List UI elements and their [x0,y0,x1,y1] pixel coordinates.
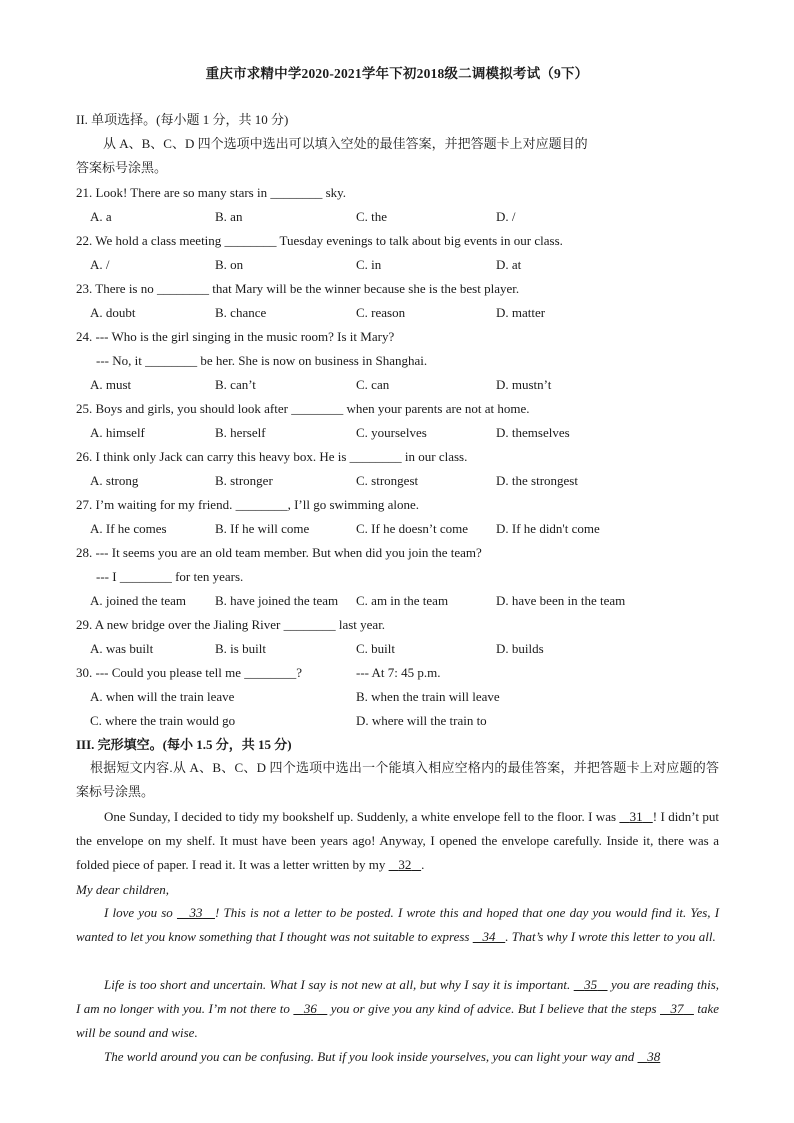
blank-number: 38 [647,1049,661,1064]
option-c: C. the [356,209,388,224]
question-stem: 24. --- Who is the girl singing in the music room? Is it Mary? [76,329,395,344]
option-a: A. himself [90,425,145,440]
question-stem: 23. There is no ________ that Mary will be the winner because she is the best player. [76,281,520,296]
option-b: B. is built [215,641,266,656]
blank-38 [638,1049,661,1064]
passage-text: Life is too short and uncertain. What I say is not new at all, but why I say it is important. [104,977,574,992]
question-stem: 30. --- Could you please tell me ________? [76,665,303,680]
option-b: B. on [215,257,244,272]
blank-number: 33 [189,905,203,920]
option-a: A. when will the train leave [90,689,235,704]
letter-salutation: My dear children, [76,882,170,897]
blank-32 [389,857,425,872]
option-a: A. doubt [90,305,136,320]
option-c: C. where the train would go [90,713,236,728]
question-stem: 21. Look! There are so many stars in ________ sky. [76,185,347,200]
option-b: B. herself [215,425,266,440]
option-a: A. If he comes [90,521,167,536]
blank-number: 34 [482,929,496,944]
passage-text: The world around you can be confusing. But if you look inside yourselves, you can light your way and [104,1049,638,1064]
passage-paragraph-2 [76,901,719,949]
question-stem: 28. --- It seems you are an old team member. But when did you join the team? [76,545,482,560]
passage-paragraph-1 [76,805,719,877]
option-a: A. / [90,257,110,272]
option-d: D. themselves [496,425,570,440]
blank-number: 35 [584,977,598,992]
option-c: C. If he doesn’t come [356,521,469,536]
section-ii-instruction-cont: 答案标号涂黑。 [76,160,168,175]
option-d: D. mustn’t [496,377,552,392]
section-iii-instruction-line: 根据短文内容.从 A、B、C、D 四个选项中选出一个能填入相应空格内的最佳答案，并把答题卡上对应 [90,760,680,775]
blank-37 [660,1001,694,1016]
passage-text: you are reading this, I am no longer with you. I’m not there to [76,977,719,1016]
question-stem-reply: --- At 7: 45 p.m. [356,665,441,680]
blank-31 [619,809,652,824]
option-d: D. matter [496,305,546,320]
question-stem: 26. I think only Jack can carry this heavy box. He is ________ in our class. [76,449,468,464]
option-b: B. can’t [215,377,256,392]
question-stem: 27. I’m waiting for my friend. ________, I’ll go swimming alone. [76,497,420,512]
section-iii-instruction [76,756,719,804]
option-c: C. in [356,257,382,272]
question-stem-reply: --- I ________ for ten years. [96,569,244,584]
section-ii-instruction: 从 A、B、C、D 四个选项中选出可以填入空处的最佳答案，并把答题卡上对应题目的 [103,136,588,151]
blank-36 [293,1001,327,1016]
option-c: C. yourselves [356,425,427,440]
passage-paragraph-3 [76,973,719,1045]
page-title: 重庆市求精中学2020-2021学年下初2018级二调模拟考试（9下） [205,66,589,81]
blank-number: 37 [670,1001,684,1016]
option-d: D. builds [496,641,544,656]
option-d: D. / [496,209,516,224]
passage-text: One Sunday, I decided to tidy my bookshelf up. Suddenly, a white envelope fell to the floor. I was [104,809,620,824]
section-iii-instruction-cont: 题的答案标号涂黑。 [76,760,719,799]
option-d: D. where will the train to [356,713,487,728]
passage-text: I love you so [104,905,177,920]
option-c: C. can [356,377,390,392]
blank-33 [177,905,215,920]
question-stem: 25. Boys and girls, you should look after ________ when your parents are not at home. [76,401,530,416]
question-stem-reply: --- No, it ________ be her. She is now on business in Shanghai. [96,353,428,368]
option-d: D. If he didn't come [496,521,600,536]
option-b: B. when the train will leave [356,689,500,704]
passage-text: . That’s why I wrote this letter to you all. [505,929,716,944]
option-b: B. chance [215,305,267,320]
option-d: D. at [496,257,522,272]
passage-text: take will be sound and wise. [76,1001,720,1040]
passage-text: you or give you any kind of advice. But I believe that the steps [327,1001,660,1016]
blank-34 [473,929,506,944]
option-c: C. am in the team [356,593,449,608]
question-stem: 29. A new bridge over the Jialing River ________ last year. [76,617,386,632]
question-stem: 22. We hold a class meeting ________ Tuesday evenings to talk about big events in our class. [76,233,563,248]
option-c: C. strongest [356,473,419,488]
option-c: C. reason [356,305,406,320]
section-iii-heading: III. 完形填空。(每小 1.5 分，共 15 分) [76,737,292,752]
passage-text: . [421,857,425,872]
blank-number: 32 [398,857,412,872]
option-a: A. joined the team [90,593,187,608]
option-a: A. a [90,209,112,224]
option-b: B. have joined the team [215,593,339,608]
option-a: A. strong [90,473,139,488]
section-ii-heading: II. 单项选择。(每小题 1 分，共 10 分) [76,112,289,127]
option-d: D. have been in the team [496,593,626,608]
option-c: C. built [356,641,396,656]
passage-text: ! I didn’t put the envelope on my shelf. It must have been years ago! Anyway, I opened the envelope carefully. Inside it, there was a folded piece of paper. I read it. It was a letter written by my [76,809,720,872]
passage-paragraph-4 [76,1045,719,1069]
blank-number: 31 [629,809,643,824]
option-a: A. must [90,377,132,392]
option-b: B. an [215,209,243,224]
option-a: A. was built [90,641,154,656]
passage-text: ! This is not a letter to be posted. I wrote this and hoped that one day you would find it. Yes, I wanted to let you know something that I thought was not suitable to express [76,905,720,944]
option-b: B. If he will come [215,521,310,536]
option-b: B. stronger [215,473,273,488]
option-d: D. the strongest [496,473,578,488]
blank-number: 36 [303,1001,317,1016]
blank-35 [574,977,608,992]
